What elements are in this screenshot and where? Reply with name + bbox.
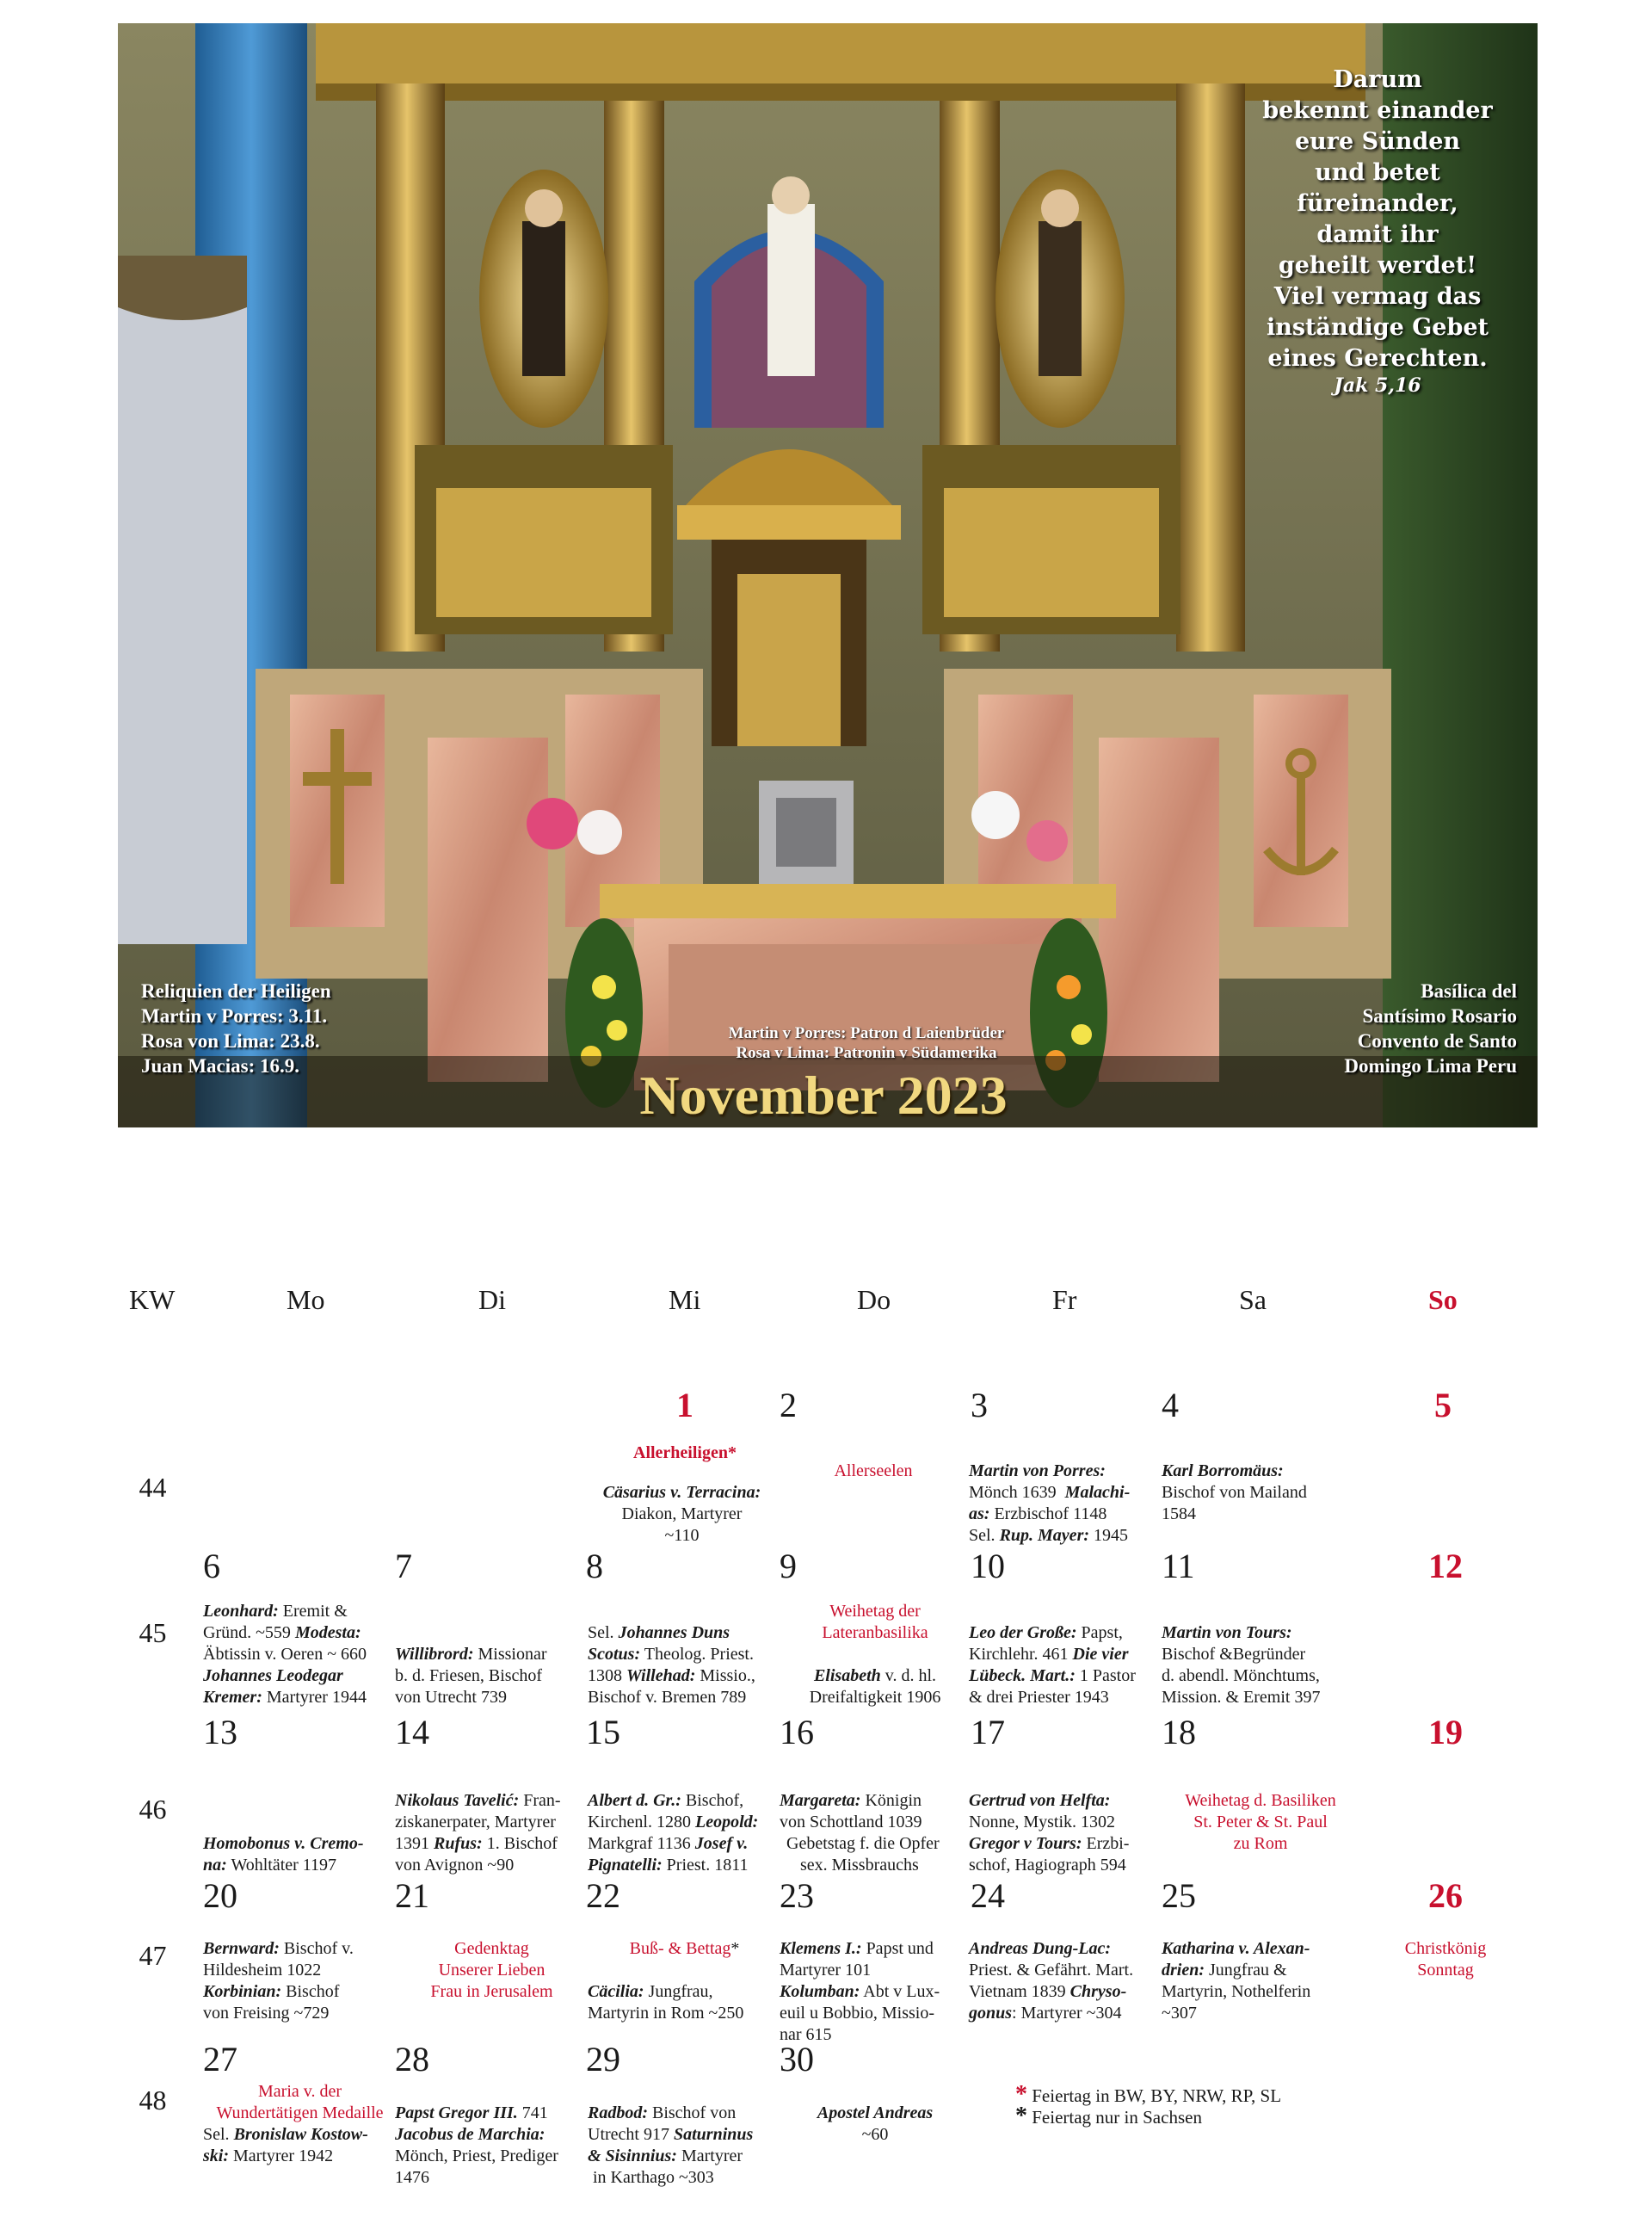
saint-entry [780, 2103, 971, 2146]
day-number: 7 [395, 1547, 412, 1585]
verse-line: füreinander, [1297, 190, 1458, 217]
kw-number: 47 [139, 1940, 167, 1971]
saint-entry [588, 1790, 784, 1876]
feast-christ-the-king [1377, 1938, 1514, 1981]
legend-line [1015, 2103, 1281, 2129]
saint-desc: Vietnam 1839 [969, 1982, 1066, 2001]
saint-entry [203, 1938, 397, 2024]
saint-desc: Mönch, Priest, Prediger [395, 2146, 558, 2165]
day-number: 4 [1162, 1386, 1179, 1424]
saint-entry [969, 1938, 1162, 2024]
saint-name: Rup. Mayer: [999, 1526, 1090, 1545]
saint-entry [395, 2103, 589, 2189]
saint-year: 1945 [1094, 1526, 1129, 1545]
verse-line: Viel vermag das [1273, 283, 1482, 310]
verse-line: damit ihr [1316, 221, 1439, 248]
saint-year: 1391 [395, 1834, 429, 1853]
saint-desc: Diakon, Martyrer [621, 1504, 743, 1523]
saint-name: Bernward: [203, 1939, 280, 1958]
saint-name: Johannes Duns [618, 1623, 730, 1642]
saint-name: Cäsarius v. Terracina: [602, 1483, 761, 1502]
saint-desc: Missio., [700, 1666, 755, 1685]
saint-name: as: [969, 1504, 990, 1523]
saint-desc: Martyrin, Nothelferin [1162, 1982, 1311, 2001]
saint-name: Scotus: [588, 1645, 641, 1664]
kw-header: KW [129, 1284, 176, 1315]
day-number: 13 [203, 1713, 237, 1751]
saint-desc: Bischof von [652, 2103, 737, 2122]
feast-basilicas [1162, 1790, 1359, 1855]
feast-line: Unserer Lieben [438, 1961, 546, 1980]
feast-line: zu Rom [1233, 1834, 1288, 1853]
verse-line: eines Gerechten. [1267, 345, 1488, 372]
feast-line: Weihetag der [829, 1602, 921, 1621]
saint-desc: Sel. [969, 1526, 996, 1545]
caption-line: Juan Macias: 16.9. [141, 1055, 299, 1077]
saint-name: Malachi- [1064, 1483, 1131, 1502]
caption-line: Reliquien der Heiligen [141, 980, 331, 1002]
saint-name: Johannes Leodegar [203, 1666, 343, 1685]
day-number: 18 [1162, 1713, 1196, 1751]
feast-line: Gedenktag [454, 1939, 529, 1958]
day-number-sunday: 19 [1428, 1713, 1463, 1751]
saint-desc: Jungfrau, [648, 1982, 713, 2001]
caption-line: Martin v Porres: Patron d Laienbrüder [728, 1024, 1005, 1042]
saint-desc: Priest. & Gefährt. Mart. [969, 1961, 1134, 1980]
day-number: 22 [586, 1876, 620, 1915]
saint-year: ~307 [1162, 2004, 1197, 2023]
saint-desc: ziskanerpater, Martyrer [395, 1813, 556, 1831]
saint-name: Apostel Andreas [817, 2103, 934, 2122]
saint-desc: : Martyrer ~304 [1012, 2004, 1122, 2023]
saint-name: na: [203, 1856, 227, 1875]
saint-name: Leopold: [694, 1813, 759, 1831]
kw-number: 45 [139, 1617, 167, 1648]
saint-desc: Dreifaltigkeit 1906 [809, 1688, 941, 1707]
saint-name: Leonhard: [203, 1602, 279, 1621]
saint-desc: euil u Bobbio, Missio- [780, 2004, 935, 2023]
saint-desc: Jungfrau & [1209, 1961, 1287, 1980]
saint-name: Korbinian: [203, 1982, 282, 2001]
day-number: 25 [1162, 1876, 1196, 1915]
verse-line: eure Sünden [1294, 128, 1461, 155]
day-number: 20 [203, 1876, 237, 1915]
caption-line: Rosa von Lima: 23.8. [141, 1030, 320, 1052]
saint-desc: & drei Priester 1943 [969, 1688, 1109, 1707]
day-number: 8 [586, 1547, 603, 1585]
caption-line: Domingo Lima Peru [1344, 1055, 1517, 1077]
kw-number: 46 [139, 1794, 167, 1825]
feast-all-saints: Allerheiligen* [633, 1443, 737, 1462]
saint-name: Chryso- [1069, 1982, 1127, 2001]
weekday-do: Do [857, 1284, 891, 1315]
caption-line: Basílica del [1421, 980, 1517, 1002]
saint-desc: Kirchenl. 1280 [588, 1813, 691, 1831]
month-title: November 2023 [639, 1065, 1008, 1126]
caption-line: Convento de Santo [1357, 1030, 1517, 1052]
saint-desc: sex. Missbrauchs [800, 1856, 919, 1875]
saint-name: Martin von Tours: [1162, 1623, 1292, 1642]
saint-name: Gertrud von Helfta: [969, 1791, 1111, 1810]
weekday-sa: Sa [1239, 1284, 1267, 1315]
weekday-mo: Mo [287, 1284, 325, 1315]
saint-desc: Erzbi- [1086, 1834, 1130, 1853]
saint-entry [203, 1833, 397, 1876]
saint-desc: Gründ. ~559 [203, 1623, 291, 1642]
saint-entry [588, 1622, 781, 1708]
saint-name: Homobonus v. Cremo- [203, 1834, 364, 1853]
saint-name: Josef v. [694, 1834, 749, 1853]
feast-lateran [780, 1601, 971, 1644]
saint-name: Die vier [1072, 1645, 1129, 1664]
saint-desc: Kirchlehr. 461 [969, 1645, 1069, 1664]
day-number: 15 [586, 1713, 620, 1751]
day-number: 29 [586, 2040, 620, 2078]
saint-name: drien: [1162, 1961, 1205, 1980]
saint-name: Elisabeth [813, 1666, 881, 1685]
saint-year: 1476 [395, 2168, 429, 2187]
saint-name: Willibrord: [395, 1645, 474, 1664]
saint-name: Modesta: [294, 1623, 361, 1642]
day-number: 11 [1162, 1547, 1195, 1585]
saint-name: Lübeck. Mart.: [969, 1666, 1076, 1685]
caption-relics [141, 979, 331, 1078]
legend-star-red: * [1015, 2081, 1027, 2108]
day-number: 10 [971, 1547, 1005, 1585]
saint-entry [1162, 1938, 1359, 2024]
feast-line: Frau in Jerusalem [430, 1982, 553, 2001]
saint-desc: Königin [865, 1791, 922, 1810]
verse-line: und betet [1315, 159, 1440, 186]
saint-desc: Missionar [478, 1645, 547, 1664]
saint-entry [395, 1644, 589, 1708]
saint-name: Kremer: [203, 1688, 262, 1707]
saint-entry [780, 1938, 973, 2046]
day-number: 9 [780, 1547, 797, 1585]
saint-desc: Martyrin in Rom ~250 [588, 2004, 744, 2023]
saint-desc: Markgraf 1136 [588, 1834, 691, 1853]
legend-text: Feiertag nur in Sachsen [1032, 2107, 1202, 2128]
saint-name: Margareta: [780, 1791, 861, 1810]
saint-desc: Mönch 1639 [969, 1483, 1057, 1502]
feast-line: Maria v. der [258, 2082, 342, 2101]
saint-entry [395, 1790, 589, 1876]
day-number: 14 [395, 1713, 429, 1751]
saint-name: Karl Borromäus: [1162, 1461, 1284, 1480]
saint-desc: von Freising ~729 [203, 2004, 330, 2023]
feast-line: Lateranbasilika [822, 1623, 928, 1642]
kw-number: 48 [139, 2085, 167, 2116]
weekday-so: So [1428, 1284, 1458, 1315]
day-number: 17 [971, 1713, 1005, 1751]
saint-desc: Bischof von Mailand [1162, 1483, 1307, 1502]
caption-location [1344, 979, 1517, 1078]
saint-name: Nikolaus Tavelić: [395, 1791, 520, 1810]
saint-desc: Priest. 1811 [666, 1856, 749, 1875]
saint-name: ski: [203, 2146, 229, 2165]
caption-patrons [634, 1023, 1099, 1063]
saint-desc: v. d. hl. [885, 1666, 937, 1685]
saint-name: & Sisinnius: [588, 2146, 677, 2165]
saint-desc: Fran- [523, 1791, 561, 1810]
saint-desc: Nonne, Mystik. 1302 [969, 1813, 1115, 1831]
caption-line: Santísimo Rosario [1362, 1005, 1517, 1027]
feast-repentance-day [588, 1938, 781, 1960]
feast-line: St. Peter & St. Paul [1193, 1813, 1328, 1831]
saint-name: Willehad: [626, 1666, 696, 1685]
weekday-mi: Mi [669, 1284, 701, 1315]
saint-name: gonus [969, 2004, 1013, 2023]
kw-number: 44 [139, 1472, 167, 1503]
saint-desc: Martyrer 1942 [233, 2146, 334, 2165]
saint-year: 741 [521, 2103, 548, 2122]
verse-line: inständige Gebet [1266, 314, 1489, 341]
saint-desc: Gebetstag f. die Opfer [786, 1834, 940, 1853]
legend-line [1015, 2081, 1282, 2108]
saint-entry [203, 1601, 401, 1708]
saint-entry [969, 1790, 1162, 1876]
verse-line: bekennt einander [1262, 97, 1493, 124]
saint-entry [203, 2124, 397, 2167]
weekday-fr: Fr [1052, 1284, 1077, 1315]
feast-miraculous-medal [203, 2081, 397, 2124]
saint-desc: Bischof v. [283, 1939, 354, 1958]
saint-desc: Papst, [1081, 1623, 1123, 1642]
day-number: 2 [780, 1386, 797, 1424]
saint-entry [585, 1482, 779, 1547]
saint-desc: Papst und [866, 1939, 934, 1958]
saint-name: Rufus: [434, 1834, 483, 1853]
saint-name: Pignatelli: [588, 1856, 663, 1875]
saint-desc: Sel. [203, 2125, 230, 2144]
saint-name: Klemens I.: [780, 1939, 862, 1958]
saint-desc: Bischof, [685, 1791, 744, 1810]
day-number: 24 [971, 1876, 1005, 1915]
saint-desc: Eremit & [282, 1602, 348, 1621]
saint-desc: b. d. Friesen, Bischof [395, 1666, 543, 1685]
saint-name: Andreas Dung-Lac: [969, 1939, 1112, 1958]
saint-desc: schof, Hagiograph 594 [969, 1856, 1126, 1875]
saint-name: Gregor v Tours: [969, 1834, 1082, 1853]
day-number-holiday: 1 [676, 1386, 693, 1424]
holiday-star: * [730, 1939, 740, 1958]
feast-line: Wundertätigen Medaille [216, 2103, 384, 2122]
saint-name: Papst Gregor III. [395, 2103, 518, 2122]
verse-reference: Jak 5,16 [1334, 374, 1421, 397]
day-number-sunday: 26 [1428, 1876, 1463, 1915]
saint-desc: Mission. & Eremit 397 [1162, 1688, 1321, 1707]
saint-desc: Martyrer 101 [780, 1961, 872, 1980]
saint-desc: Martyrer 1944 [266, 1688, 367, 1707]
saint-entry [969, 1622, 1162, 1708]
saint-name: Leo der Große: [969, 1623, 1077, 1642]
day-number: 28 [395, 2040, 429, 2078]
saint-desc: Bischof v. Bremen 789 [588, 1688, 747, 1707]
legend-text: Feiertag in BW, BY, NRW, RP, SL [1032, 2085, 1282, 2106]
feast-line: Weihetag d. Basiliken [1185, 1791, 1336, 1810]
saint-desc: Sel. [588, 1623, 614, 1642]
day-number: 3 [971, 1386, 988, 1424]
saint-name: Bronislaw Kostow- [233, 2125, 368, 2144]
saint-desc: Martyrer [681, 2146, 743, 2165]
saint-desc: von Avignon ~90 [395, 1856, 515, 1875]
saint-desc: d. abendl. Mönchtums, [1162, 1666, 1320, 1685]
verse-line: Darum [1333, 66, 1422, 93]
saint-entry [969, 1461, 1162, 1547]
feast-all-souls: Allerseelen [834, 1461, 913, 1480]
saint-name: Radbod: [588, 2103, 648, 2122]
saint-year: 1584 [1162, 1504, 1196, 1523]
day-number: 23 [780, 1876, 814, 1915]
feast-line: Sonntag [1417, 1961, 1474, 1980]
saint-name: Kolumban: [780, 1982, 860, 2001]
saint-name: Cäcilia: [588, 1982, 644, 2001]
saint-entry [1162, 1461, 1355, 1525]
day-number: 16 [780, 1713, 814, 1751]
saint-desc: Utrecht 917 [588, 2125, 669, 2144]
saint-desc: Bischof [286, 1982, 340, 2001]
saint-year: ~60 [861, 2125, 889, 2144]
saint-desc: von Schottland 1039 [780, 1813, 922, 1831]
day-number: 30 [780, 2040, 814, 2078]
holiday-legend [1015, 2081, 1282, 2129]
saint-desc: 1 Pastor [1079, 1666, 1136, 1685]
saint-desc: Erzbischof 1148 [994, 1504, 1107, 1523]
saint-entry [1162, 1622, 1359, 1708]
saint-entry [588, 2103, 781, 2189]
saint-year: 1308 [588, 1666, 622, 1685]
verse-line: geheilt werdet! [1278, 252, 1477, 279]
saint-desc: von Utrecht 739 [395, 1688, 507, 1707]
saint-entry [780, 1665, 971, 1708]
caption-line: Rosa v Lima: Patronin v Südamerika [736, 1044, 997, 1062]
saint-desc: Wohltäter 1197 [231, 1856, 337, 1875]
feast-line: Buß- & Bettag [629, 1939, 731, 1958]
saint-name: Jacobus de Marchia: [395, 2125, 546, 2144]
caption-line: Martin v Porres: 3.11. [141, 1005, 328, 1027]
saint-name: Albert d. Gr.: [588, 1791, 681, 1810]
saint-desc: Theolog. Priest. [644, 1645, 754, 1664]
saint-entry [588, 1981, 781, 2024]
feast-line: Christkönig [1404, 1939, 1487, 1958]
day-number-sunday: 12 [1428, 1547, 1463, 1585]
day-number: 6 [203, 1547, 220, 1585]
altar-photo [118, 23, 1538, 1127]
saint-desc: in Karthago ~303 [593, 2168, 714, 2187]
day-number: 27 [203, 2040, 237, 2078]
saint-name: Martin von Porres: [969, 1461, 1106, 1480]
saint-desc: Abt v Lux- [863, 1982, 940, 2001]
saint-entry [780, 1790, 973, 1876]
bible-verse [1248, 65, 1507, 397]
day-number: 21 [395, 1876, 429, 1915]
saint-desc: Bischof &Begründer [1162, 1645, 1306, 1664]
saint-year: nar 615 [780, 2025, 832, 2044]
legend-star-black: * [1015, 2103, 1027, 2129]
saint-desc: Hildesheim 1022 [203, 1961, 322, 1980]
weekday-di: Di [478, 1284, 506, 1315]
saint-desc: Äbtissin v. Oeren ~ 660 [203, 1645, 367, 1664]
saint-name: Saturninus [673, 2125, 754, 2144]
saint-year: ~110 [664, 1526, 700, 1545]
feast-our-lady-jerusalem [395, 1938, 589, 2003]
saint-desc: 1. Bischof [486, 1834, 558, 1853]
saint-name: Katharina v. Alexan- [1162, 1939, 1310, 1958]
day-number-sunday: 5 [1434, 1386, 1452, 1424]
